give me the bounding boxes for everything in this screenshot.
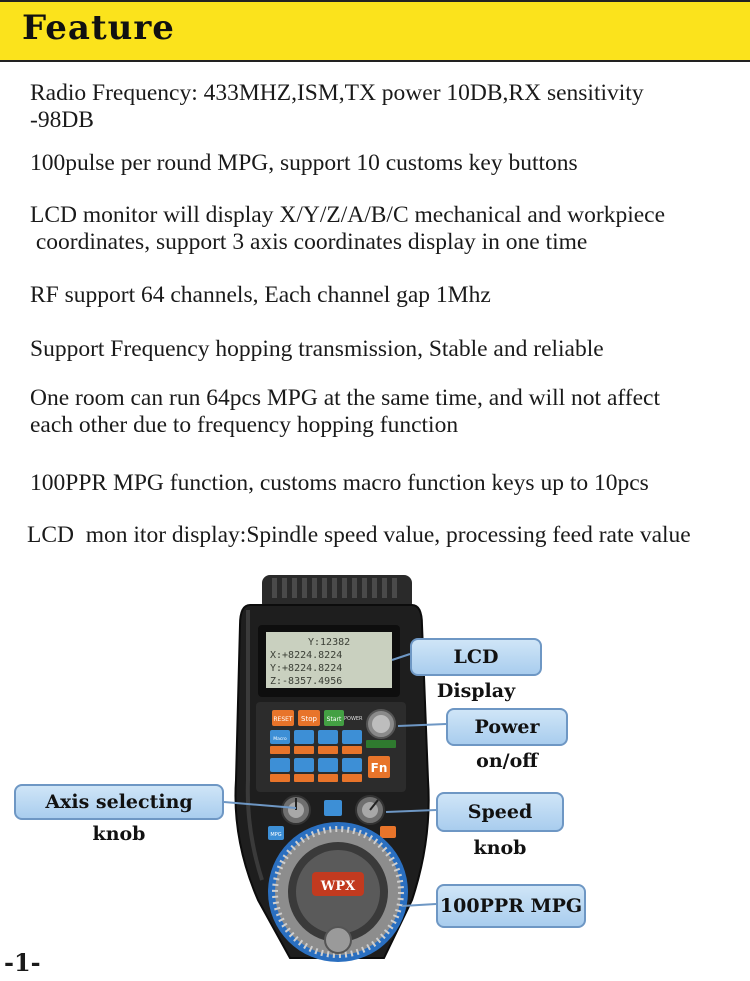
callout-speed-knob: Speed knob — [436, 792, 564, 832]
lcd-screen — [258, 625, 400, 697]
lcd-line-1: Y:12382 — [308, 637, 351, 648]
callout-power-on-off: Power on/off — [446, 708, 568, 746]
feature-pulse-mpg: 100pulse per round MPG, support 10 customs key buttons — [30, 150, 578, 176]
feature-frequency-hopping: Support Frequency hopping transmission, Stable and reliable — [30, 336, 604, 362]
key-stop[interactable] — [298, 710, 320, 726]
feature-lcd-values: LCD mon itor display:Spindle speed value, processing feed rate value — [27, 522, 691, 548]
key-reset[interactable] — [272, 710, 294, 726]
feature-radio-frequency: Radio Frequency: 433MHZ,ISM,TX power 10DB,RX sensitivity -98DB — [30, 80, 644, 133]
feature-macro-keys: 100PPR MPG function, customs macro function keys up to 10pcs — [30, 470, 649, 496]
lcd-line-2: X:+8224.8224 — [270, 650, 343, 661]
svg-text:RESET: RESET — [273, 716, 293, 723]
center-key[interactable] — [324, 800, 342, 816]
lcd-line-3: Y:+8224.8224 — [270, 663, 343, 674]
feature-rf-channels: RF support 64 channels, Each channel gap 1Mhz — [30, 282, 491, 308]
key-start[interactable] — [324, 710, 344, 726]
wheel-brand: WPX — [320, 879, 356, 894]
key-fn[interactable] — [368, 756, 390, 778]
page-title: Feature — [22, 8, 175, 48]
callout-axis-selecting-knob: Axis selecting knob — [14, 784, 224, 820]
svg-text:Macro: Macro — [273, 737, 287, 742]
svg-text:MPG: MPG — [270, 832, 282, 838]
page-number: -1- — [4, 948, 41, 977]
callout-mpg: 100PPR MPG — [436, 884, 586, 928]
svg-text:Stop: Stop — [301, 715, 317, 723]
key-mpg[interactable] — [268, 826, 284, 840]
svg-text:Fn: Fn — [370, 761, 388, 775]
feature-lcd-coordinates: LCD monitor will display X/Y/Z/A/B/C mechanical and workpiece coordinates, support 3 axis coordinates display in one time — [30, 202, 666, 255]
mpg-handwheel[interactable] — [268, 822, 408, 962]
svg-text:Start: Start — [326, 716, 342, 723]
axis-selecting-knob[interactable] — [282, 796, 310, 824]
power-label: POWER — [344, 716, 363, 722]
feature-multi-mpg: One room can run 64pcs MPG at the same time, and will not affect each other due to frequency hopping function — [30, 385, 660, 438]
power-button[interactable] — [367, 710, 395, 738]
callout-lcd-display: LCD Display — [410, 638, 542, 676]
speed-knob[interactable] — [356, 796, 384, 824]
lcd-line-4: Z:-8357.4956 — [270, 676, 343, 687]
